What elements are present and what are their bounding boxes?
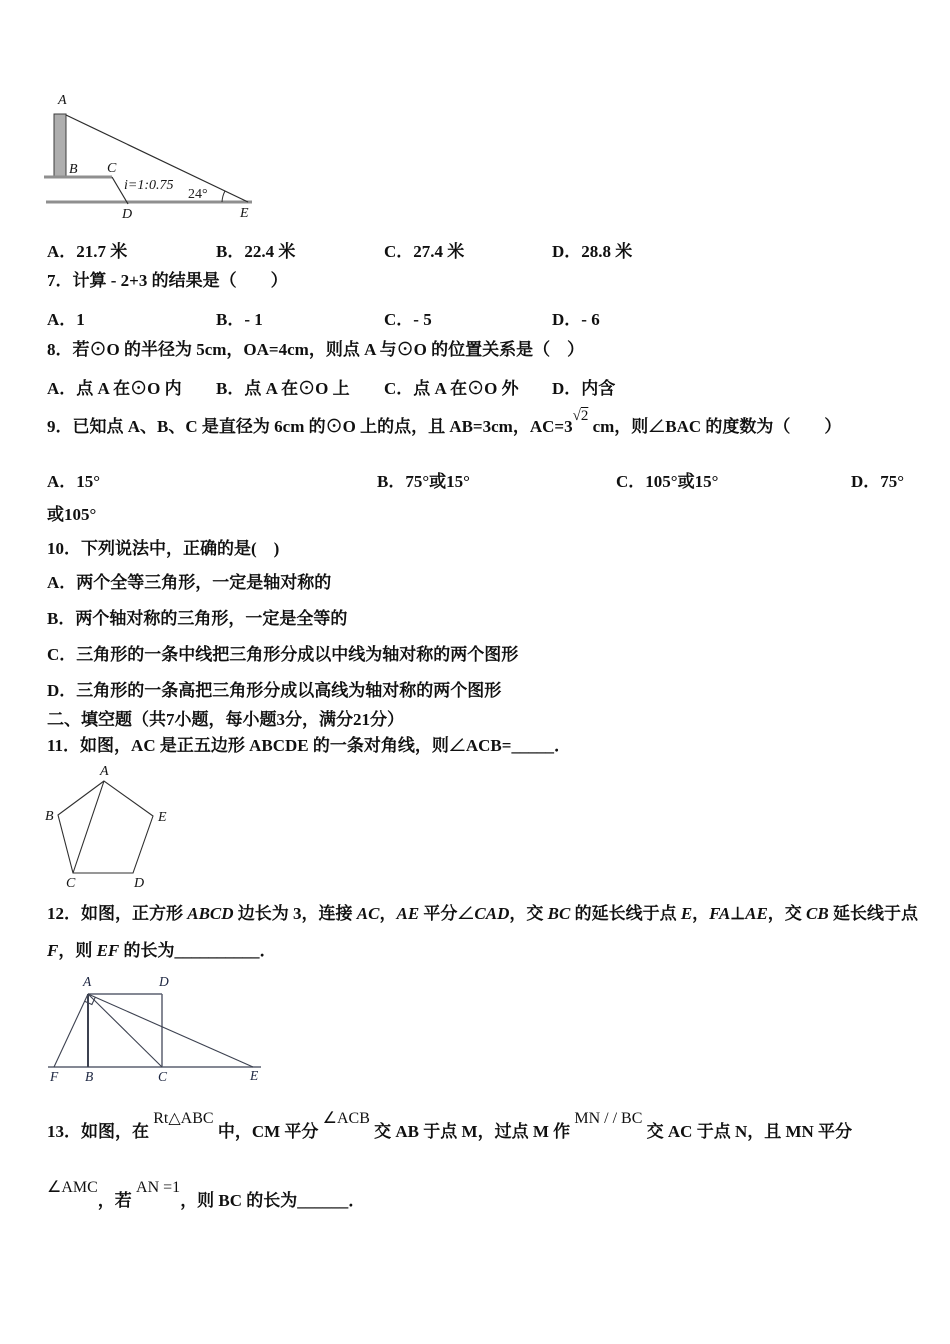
q6-option-a: A．21.7 米 [47,242,128,261]
q7-option-b: B．- 1 [216,310,263,329]
q12-stem-line1 [47,904,918,924]
pentagon-b-label: B [45,809,54,824]
point-a-label: A [58,93,67,108]
q12-stem-line2 [47,941,277,961]
q10-stem: 10．下列说法中，正确的是( ) [47,539,280,558]
line-ae [88,994,253,1067]
q10-option-d: D．三角形的一条高把三角形分成以高线为轴对称的两个图形 [47,681,502,700]
q8-option-b: B．点 A 在⊙O 上 [216,379,350,398]
slope-figure [38,88,270,230]
pole-shape [54,114,66,177]
text-segment: BC [547,904,571,923]
text-segment: F [47,941,59,960]
point-d-label: D [122,207,133,222]
q9-option-b: B．75°或15° [377,472,470,491]
text-segment: ⊥ [730,904,746,923]
q9-option-d: D．75° [851,472,905,491]
point-e-label: E [240,206,249,221]
square-figure [40,973,275,1093]
pentagon-c-label: C [66,876,76,891]
q13-stem-line1 [47,1110,853,1143]
q9-stem-prefix: 9．已知点 A、B、C 是直径为 6cm 的⊙O 上的点，且 AB=3cm，AC=3 [47,417,573,436]
q8-stem: 8．若⊙O 的半径为 5cm，OA=4cm，则点 A 与⊙O 的位置关系是（ ） [47,340,585,359]
line-ac [88,994,162,1067]
text-segment: AN =1 [136,1179,181,1196]
text-segment: 的延长线于点 [570,904,681,923]
q7-stem: 7．计算 - 2+3 的结果是（ ） [47,271,288,290]
text-segment: CAD [474,904,510,923]
q8-option-a: A．点 A 在⊙O 内 [47,379,182,398]
square-a-label: A [83,974,92,989]
q8-option-d: D．内含 [552,379,616,398]
text-segment: ABCD [187,904,234,923]
q8-options-row [0,374,950,396]
text-segment: 边长为 3，连接 [233,904,357,923]
pentagon-e-label: E [158,810,167,825]
text-segment: ， [379,904,397,923]
square-c-label: C [158,1069,168,1084]
q9-stem [47,408,842,438]
square-d-label: D [159,974,169,989]
text-segment: 12．如图，正方形 [47,904,188,923]
text-segment: EF [96,941,120,960]
text-segment: Rt△ABC [153,1110,214,1127]
pentagon-d-label: D [134,876,145,891]
text-segment: ，则 BC 的长为______． [180,1191,366,1210]
square-e-label: E [250,1068,259,1083]
text-segment: ，若 [97,1191,137,1210]
text-segment: AE [396,904,420,923]
pentagon-outline [58,781,153,873]
q9-stem-suffix: cm，则∠BAC 的度数为（ ） [588,417,842,436]
text-segment: ，交 [767,904,807,923]
text-segment: 平分∠ [419,904,475,923]
text-segment: 13．如图，在 [47,1122,154,1141]
diagonal-ac-line [73,781,104,873]
text-segment: MN / / BC [574,1110,643,1127]
q6-option-b: B．22.4 米 [216,242,296,261]
angle-24-label: 24° [188,187,208,202]
q13-stem-line2 [47,1179,366,1212]
q11-stem: 11．如图，AC 是正五边形 ABCDE 的一条对角线，则∠ACB=_____． [47,736,571,755]
sqrt-2-symbol: √2 [572,408,589,424]
point-b-label: B [69,162,78,177]
text-segment: ， [692,904,710,923]
text-segment: 中，CM 平分 [213,1122,323,1141]
text-segment: AC [356,904,380,923]
text-segment: 交 AB 于点 M，过点 M 作 [369,1122,575,1141]
q9-options-row [0,467,950,489]
q6-option-d: D．28.8 米 [552,242,633,261]
q9-option-d-overflow: 或105° [47,505,97,524]
slope-ratio-label: i=1:0.75 [124,178,174,193]
text-segment: AE [745,904,768,923]
pentagon-figure [40,763,180,893]
q6-options-row [0,237,950,259]
q10-option-c: C．三角形的一条中线把三角形分成以中线为轴对称的两个图形 [47,645,519,664]
text-segment: FA [709,904,731,923]
q7-options-row [0,305,950,327]
q9-option-c: C．105°或15° [616,472,719,491]
q8-option-c: C．点 A 在⊙O 外 [384,379,519,398]
section2-header: 二、填空题（共7小题，每小题3分，满分21分） [47,710,404,729]
line-af [54,994,88,1067]
square-b-label: B [85,1069,94,1084]
q6-option-c: C．27.4 米 [384,242,465,261]
point-c-label: C [107,161,117,176]
text-segment: CB [806,904,829,923]
q7-option-d: D．- 6 [552,310,600,329]
text-segment: ∠ACB [322,1110,370,1127]
pentagon-a-label: A [100,764,109,779]
text-segment: ∠AMC [47,1179,98,1196]
angle-arc [222,191,225,202]
text-segment: 延长线于点 [828,904,918,923]
q7-option-c: C．- 5 [384,310,432,329]
text-segment: ，交 [509,904,548,923]
text-segment: ，则 [58,941,97,960]
text-segment: E [680,904,693,923]
text-segment: 的长为__________． [119,941,277,960]
q7-option-a: A．1 [47,310,85,329]
q9-option-a: A．15° [47,472,101,491]
q10-option-b: B．两个轴对称的三角形，一定是全等的 [47,609,348,628]
q10-option-a: A．两个全等三角形，一定是轴对称的 [47,573,332,592]
text-segment: 交 AC 于点 N，且 MN 平分 [642,1122,853,1141]
square-f-label: F [50,1069,59,1084]
